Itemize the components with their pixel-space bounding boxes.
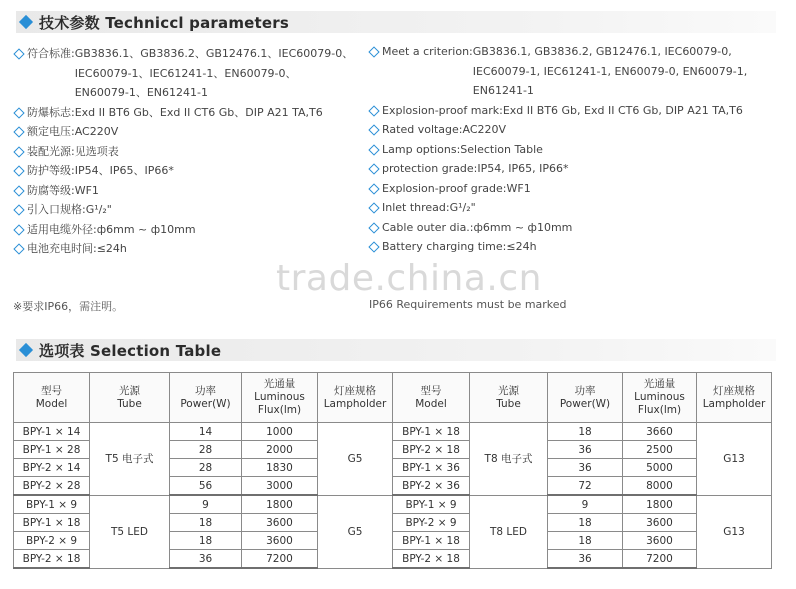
cn-spec-item [14,161,364,181]
model-cell: BPY-2 × 18 [393,441,470,459]
flux-cell: 3000 [242,477,318,496]
en-spec-body [382,101,743,121]
flux-cell: 5000 [623,459,697,477]
section-title: 选项表 Selection Table [39,341,222,360]
flux-cell: 3660 [623,423,697,441]
note-english: IP66 Requirements must be marked [369,298,567,311]
model-cell: BPY-2 × 9 [393,514,470,532]
model-cell: BPY-2 × 14 [14,459,90,477]
spec-line [27,161,174,181]
power-cell: 36 [548,550,623,569]
spec-line [382,62,747,82]
cn-spec-body [27,44,353,103]
spec-label: 装配光源: [27,144,75,158]
spec-line [382,120,506,140]
spec-label: 适用电缆外径: [27,222,97,236]
spec-line [382,81,747,101]
power-cell: 36 [548,441,623,459]
diamond-outline-icon [369,242,378,251]
model-cell: BPY-1 × 18 [393,423,470,441]
cn-spec-body [27,161,174,181]
flux-cell: 8000 [623,477,697,496]
spec-line [382,159,569,179]
spec-value: Selection Table [460,142,543,156]
diamond-outline-icon [369,223,378,232]
en-spec-body [382,120,506,140]
power-cell: 72 [548,477,623,496]
header-text: Power(W) [559,397,611,410]
power-cell: 18 [170,532,242,550]
en-spec-body [382,140,543,160]
spec-value: IP54, IP65, IP66* [477,162,569,175]
flux-cell: 1800 [242,495,318,514]
spec-line [382,101,743,121]
chinese-spec-list [14,44,364,259]
model-cell: BPY-2 × 18 [393,550,470,569]
cn-spec-body [27,220,196,240]
model-cell: BPY-2 × 28 [14,477,90,496]
table-header-cell [90,373,170,423]
en-spec-item [369,140,789,160]
spec-line [27,239,127,259]
cn-spec-body [27,122,118,142]
cn-spec-body [27,239,127,259]
spec-value: G¹/₂" [449,201,476,214]
power-cell: 28 [170,459,242,477]
cn-spec-body [27,103,323,123]
spec-line [27,200,112,220]
spec-label: Cable outer dia.: [382,220,474,234]
power-cell: 18 [548,423,623,441]
table-header-cell [318,373,393,423]
model-cell: BPY-1 × 9 [393,495,470,514]
header-text: Power(W) [180,397,231,410]
spec-value: ≤24h [96,242,127,255]
flux-cell: 2000 [242,441,318,459]
diamond-outline-icon [14,225,23,234]
header-text: Luminous [634,391,685,403]
table-header-cell [242,373,318,423]
diamond-outline-icon [14,166,23,175]
diamond-bullet-icon [19,343,33,357]
header-text: Lampholder [323,397,387,410]
model-cell: BPY-2 × 18 [14,550,90,569]
power-cell: 18 [548,514,623,532]
cn-spec-item [14,103,364,123]
spec-value: AC220V [462,123,507,136]
en-spec-body [382,159,569,179]
spec-line [382,42,747,62]
spec-label: protection grade: [382,162,478,175]
spec-value: 见选项表 [74,144,119,158]
spec-label: Explosion-proof mark: [382,103,503,117]
cn-spec-item [14,239,364,259]
en-spec-item [369,218,789,238]
en-spec-item [369,42,789,101]
header-text: 灯座规格 [334,384,376,397]
en-spec-body [382,218,572,238]
diamond-outline-icon [369,203,378,212]
spec-value: GB3836.1, GB3836.2, GB12476.1, IEC60079-0, [472,45,732,58]
diamond-outline-icon [14,108,23,117]
model-cell: BPY-1 × 9 [14,495,90,514]
header-text: 型号 [41,384,62,397]
spec-value: IP54、IP65、IP66* [74,164,174,177]
header-text: Model [415,397,447,410]
en-spec-item [369,198,789,218]
flux-cell: 1800 [623,495,697,514]
spec-line [382,218,572,238]
header-text: Model [35,397,68,410]
header-text: 光通量 [263,378,296,390]
table-header-cell [697,373,772,423]
spec-line [382,179,531,199]
header-text: Flux(lm) [257,404,302,416]
lampholder-cell: G5 [318,495,393,568]
header-text: Tube [117,397,142,410]
flux-cell: 2500 [623,441,697,459]
table-header-cell [623,373,697,423]
spec-value: ф6mm ~ ф10mm [96,222,196,236]
spec-label: Meet a criterion: [382,45,473,58]
spec-label: Explosion-proof grade: [382,181,507,195]
spec-value: EN60079-1、EN61241-1 [74,86,208,99]
model-cell: BPY-2 × 9 [14,532,90,550]
diamond-outline-icon [14,205,23,214]
lampholder-cell: G13 [697,423,772,496]
en-spec-body [382,179,531,199]
header-text: Tube [496,397,521,410]
cn-spec-item [14,200,364,220]
power-cell: 36 [170,550,242,569]
flux-cell: 1000 [242,423,318,441]
cn-spec-item [14,44,364,103]
spec-value: AC220V [74,125,119,138]
spec-value: Exd II BT6 Gb、Exd II CT6 Gb、DIP A21 TA,T6 [74,105,323,119]
en-spec-item [369,237,789,257]
tube-cell: T8 电子式 [470,423,548,496]
spec-label: Lamp options: [382,142,461,156]
diamond-outline-icon [14,244,23,253]
flux-cell: 1830 [242,459,318,477]
power-cell: 18 [170,514,242,532]
flux-cell: 3600 [242,514,318,532]
spec-line [382,198,476,218]
spec-label: 符合标准: [27,47,75,60]
power-cell: 18 [548,532,623,550]
lampholder-cell: G13 [697,495,772,568]
table-body [14,423,772,569]
spec-value: ≤24h [506,240,537,253]
header-text: 功率 [195,384,216,397]
header-text: 灯座规格 [713,384,755,397]
header-text: Lampholder [702,397,766,410]
header-text: 功率 [574,384,596,397]
diamond-outline-icon [369,125,378,134]
table-header-cell [470,373,548,423]
technical-parameters-banner [16,11,776,33]
lampholder-cell: G5 [318,423,393,496]
diamond-outline-icon [369,106,378,115]
spec-line [382,237,537,257]
note-chinese: ※要求IP66，需注明。 [13,300,124,313]
en-spec-item [369,159,789,179]
spec-line [27,142,119,162]
power-cell: 28 [170,441,242,459]
spec-value: GB3836.1、GB3836.2、GB12476.1、IEC60079-0、 [74,47,354,60]
cn-spec-item [14,122,364,142]
header-text: Luminous [254,391,305,403]
spec-line [27,44,353,64]
header-text: 光通量 [643,378,676,390]
table-header-cell [14,373,90,423]
en-spec-item [369,179,789,199]
spec-line [27,103,323,123]
power-cell: 9 [548,495,623,514]
diamond-outline-icon [369,47,378,56]
power-cell: 36 [548,459,623,477]
spec-label: Inlet thread: [382,201,450,214]
spec-line [27,122,118,142]
table-header-cell [393,373,470,423]
power-cell: 9 [170,495,242,514]
flux-cell: 7200 [623,550,697,569]
tube-cell: T5 LED [90,495,170,568]
en-spec-body [382,237,537,257]
table-header-row [14,373,772,423]
model-cell: BPY-2 × 36 [393,477,470,496]
tube-cell: T8 LED [470,495,548,568]
section-title: 技术参数 Techniccl parameters [39,13,290,32]
power-cell: 56 [170,477,242,496]
diamond-outline-icon [369,164,378,173]
diamond-outline-icon [14,127,23,136]
header-text: 光源 [119,384,140,397]
spec-line [27,181,99,201]
en-spec-item [369,101,789,121]
model-cell: BPY-1 × 18 [393,532,470,550]
table-row [14,495,772,514]
diamond-outline-icon [14,49,23,58]
tube-cell: T5 电子式 [90,423,170,496]
cn-spec-item [14,181,364,201]
header-text: Flux(lm) [637,404,682,416]
spec-label: 防爆标志: [27,105,75,119]
header-text: 型号 [420,384,442,397]
diamond-outline-icon [14,147,23,156]
diamond-outline-icon [14,186,23,195]
header-text: 光源 [498,384,519,397]
english-spec-list [369,42,789,257]
watermark: trade.china.cn [276,258,542,299]
model-cell: BPY-1 × 14 [14,423,90,441]
spec-label: 电池充电时间: [27,242,97,255]
cn-spec-item [14,142,364,162]
spec-value: WF1 [506,181,531,195]
spec-value: EN61241-1 [472,84,534,97]
selection-table [13,372,772,569]
cn-spec-body [27,200,112,220]
en-spec-body [382,42,747,101]
model-cell: BPY-1 × 28 [14,441,90,459]
flux-cell: 3600 [623,532,697,550]
flux-cell: 3600 [623,514,697,532]
spec-label: 防腐等级: [27,183,75,197]
spec-value: IEC60079-1, IEC61241-1, EN60079-0, EN60079-1, [472,64,748,78]
en-spec-body [382,198,476,218]
spec-label: 防护等级: [27,164,75,177]
diamond-outline-icon [369,184,378,193]
flux-cell: 3600 [242,532,318,550]
table-header-cell [548,373,623,423]
selection-table-banner [16,339,776,361]
spec-value: WF1 [74,183,99,197]
model-cell: BPY-1 × 36 [393,459,470,477]
cn-spec-body [27,142,119,162]
spec-value: Exd II BT6 Gb, Exd II CT6 Gb, DIP A21 TA,T6 [502,103,743,117]
diamond-outline-icon [369,145,378,154]
power-cell: 14 [170,423,242,441]
spec-value: ф6mm ~ ф10mm [473,220,573,234]
flux-cell: 7200 [242,550,318,569]
model-cell: BPY-1 × 18 [14,514,90,532]
spec-value: IEC60079-1、IEC61241-1、EN60079-0、 [74,66,297,80]
spec-label: Rated voltage: [382,123,463,136]
table-header-cell [170,373,242,423]
spec-line [27,83,353,103]
spec-value: G¹/₂" [85,203,112,216]
cn-spec-body [27,181,99,201]
diamond-bullet-icon [19,15,33,29]
spec-line [27,64,353,84]
spec-label: Battery charging time: [382,240,507,253]
spec-line [382,140,543,160]
cn-spec-item [14,220,364,240]
table-row [14,423,772,441]
spec-label: 额定电压: [27,125,75,138]
en-spec-item [369,120,789,140]
spec-label: 引入口规格: [27,203,86,216]
spec-line [27,220,196,240]
